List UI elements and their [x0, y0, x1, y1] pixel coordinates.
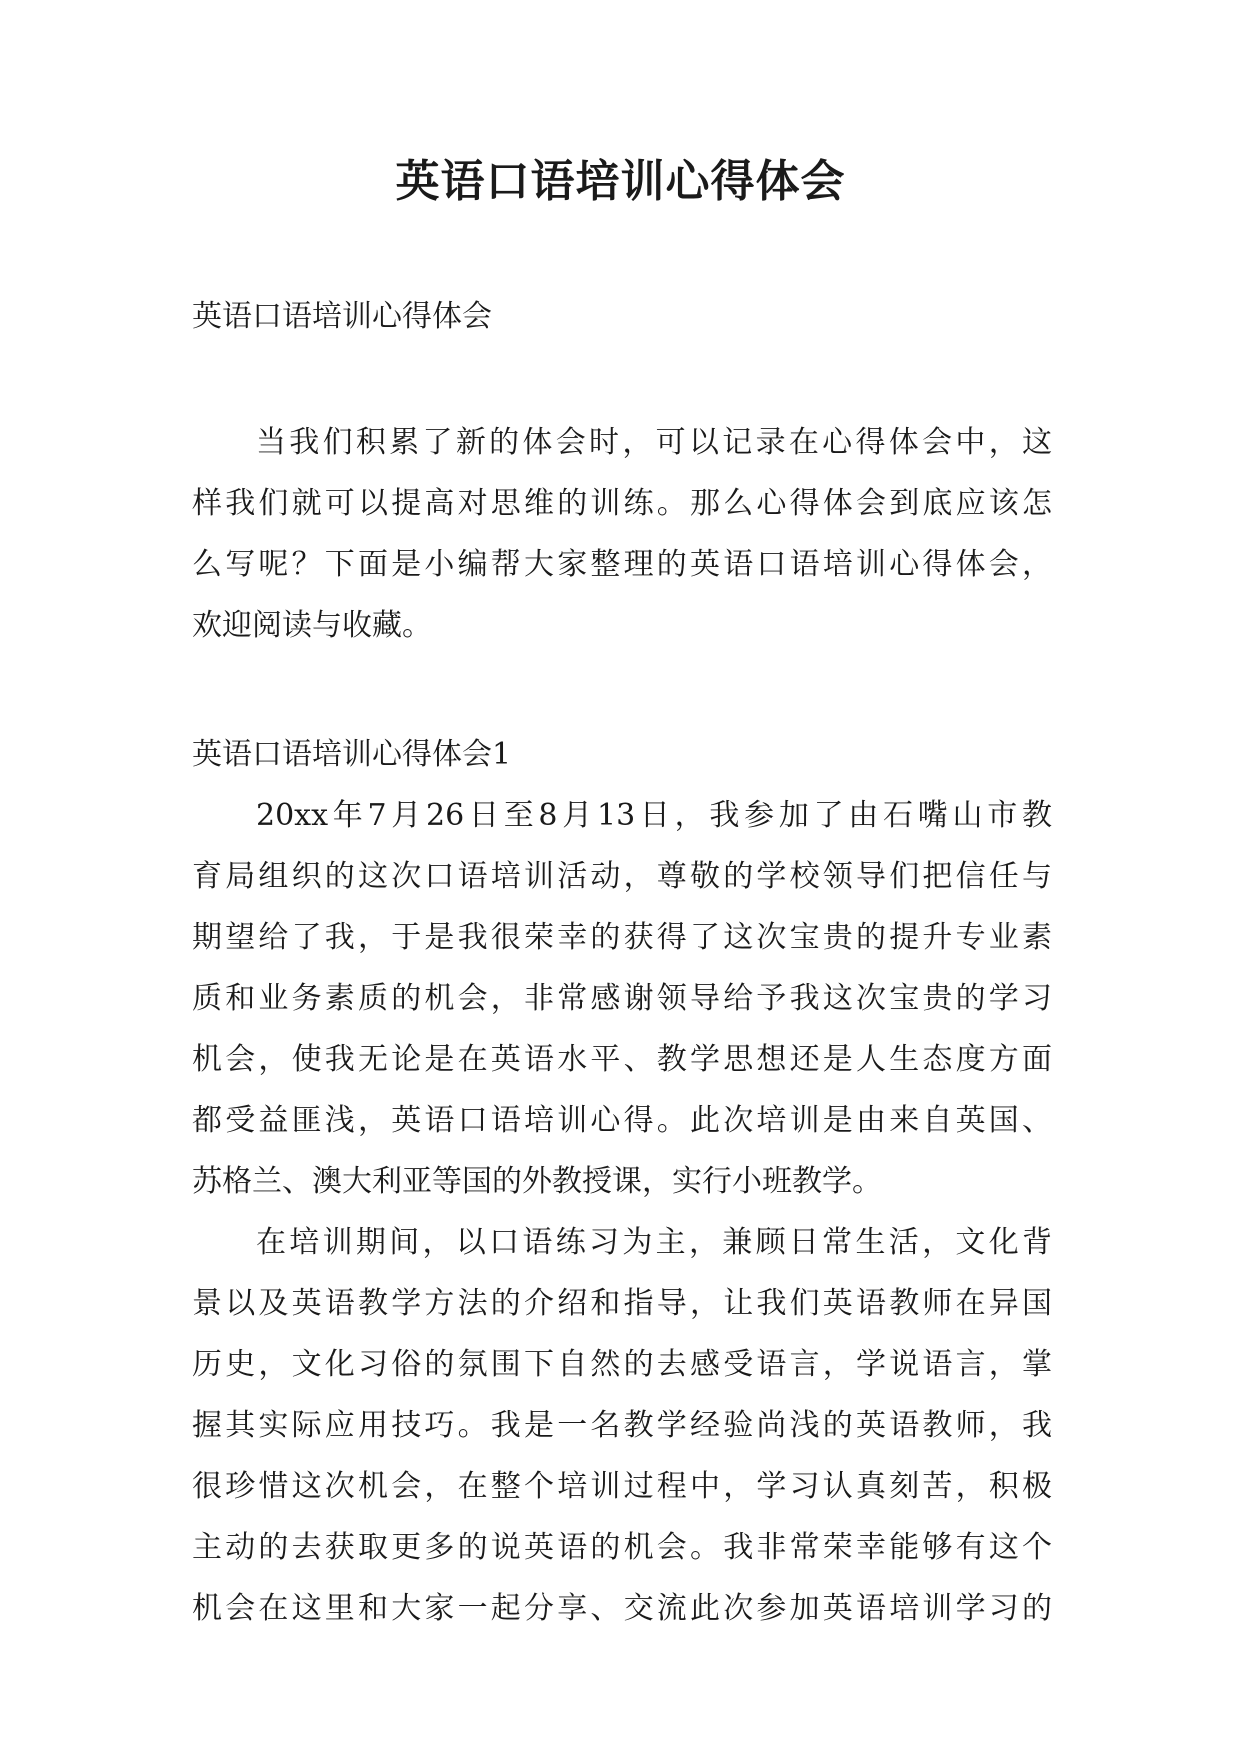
paragraph-line: 很珍惜这次机会，在整个培训过程中，学习认真刻苦，积极 — [192, 1469, 1052, 1504]
paragraph-line: 苏格兰、澳大利亚等国的外教授课，实行小班教学。 — [192, 1164, 882, 1199]
paragraph-line: 欢迎阅读与收藏。 — [192, 608, 432, 643]
paragraph-line: 20xx年7月26日至8月13日，我参加了由石嘴山市教 — [256, 798, 1052, 833]
intro-paragraph — [192, 412, 1052, 656]
paragraph-line: 么写呢？下面是小编帮大家整理的英语口语培训心得体会， — [192, 547, 1052, 582]
paragraph-line: 主动的去获取更多的说英语的机会。我非常荣幸能够有这个 — [192, 1530, 1052, 1565]
paragraph-line: 样我们就可以提高对思维的训练。那么心得体会到底应该怎 — [192, 486, 1052, 521]
document-subtitle: 英语口语培训心得体会 — [192, 299, 492, 334]
paragraph-line: 质和业务素质的机会，非常感谢领导给予我这次宝贵的学习 — [192, 981, 1052, 1016]
paragraph-line: 都受益匪浅，英语口语培训心得。此次培训是由来自英国、 — [192, 1103, 1052, 1138]
paragraph-line: 历史，文化习俗的氛围下自然的去感受语言，学说语言，掌 — [192, 1347, 1052, 1382]
paragraph-line: 机会，使我无论是在英语水平、教学思想还是人生态度方面 — [192, 1042, 1052, 1077]
paragraph-line: 当我们积累了新的体会时，可以记录在心得体会中，这 — [256, 425, 1052, 460]
paragraph-line: 景以及英语教学方法的介绍和指导，让我们英语教师在异国 — [192, 1286, 1052, 1321]
paragraph-line: 在培训期间，以口语练习为主，兼顾日常生活，文化背 — [256, 1225, 1052, 1260]
paragraph-line: 握其实际应用技巧。我是一名教学经验尚浅的英语教师，我 — [192, 1408, 1052, 1443]
document-title: 英语口语培训心得体会 — [395, 156, 846, 207]
body-paragraph-1 — [192, 785, 1052, 1212]
document-body — [192, 286, 1052, 1639]
body-paragraph-2 — [192, 1212, 1052, 1639]
paragraph-line: 机会在这里和大家一起分享、交流此次参加英语培训学习的 — [192, 1591, 1052, 1626]
paragraph-line: 育局组织的这次口语培训活动，尊敬的学校领导们把信任与 — [192, 859, 1052, 894]
paragraph-line: 期望给了我，于是我很荣幸的获得了这次宝贵的提升专业素 — [192, 920, 1052, 955]
section-heading: 英语口语培训心得体会1 — [192, 737, 512, 772]
